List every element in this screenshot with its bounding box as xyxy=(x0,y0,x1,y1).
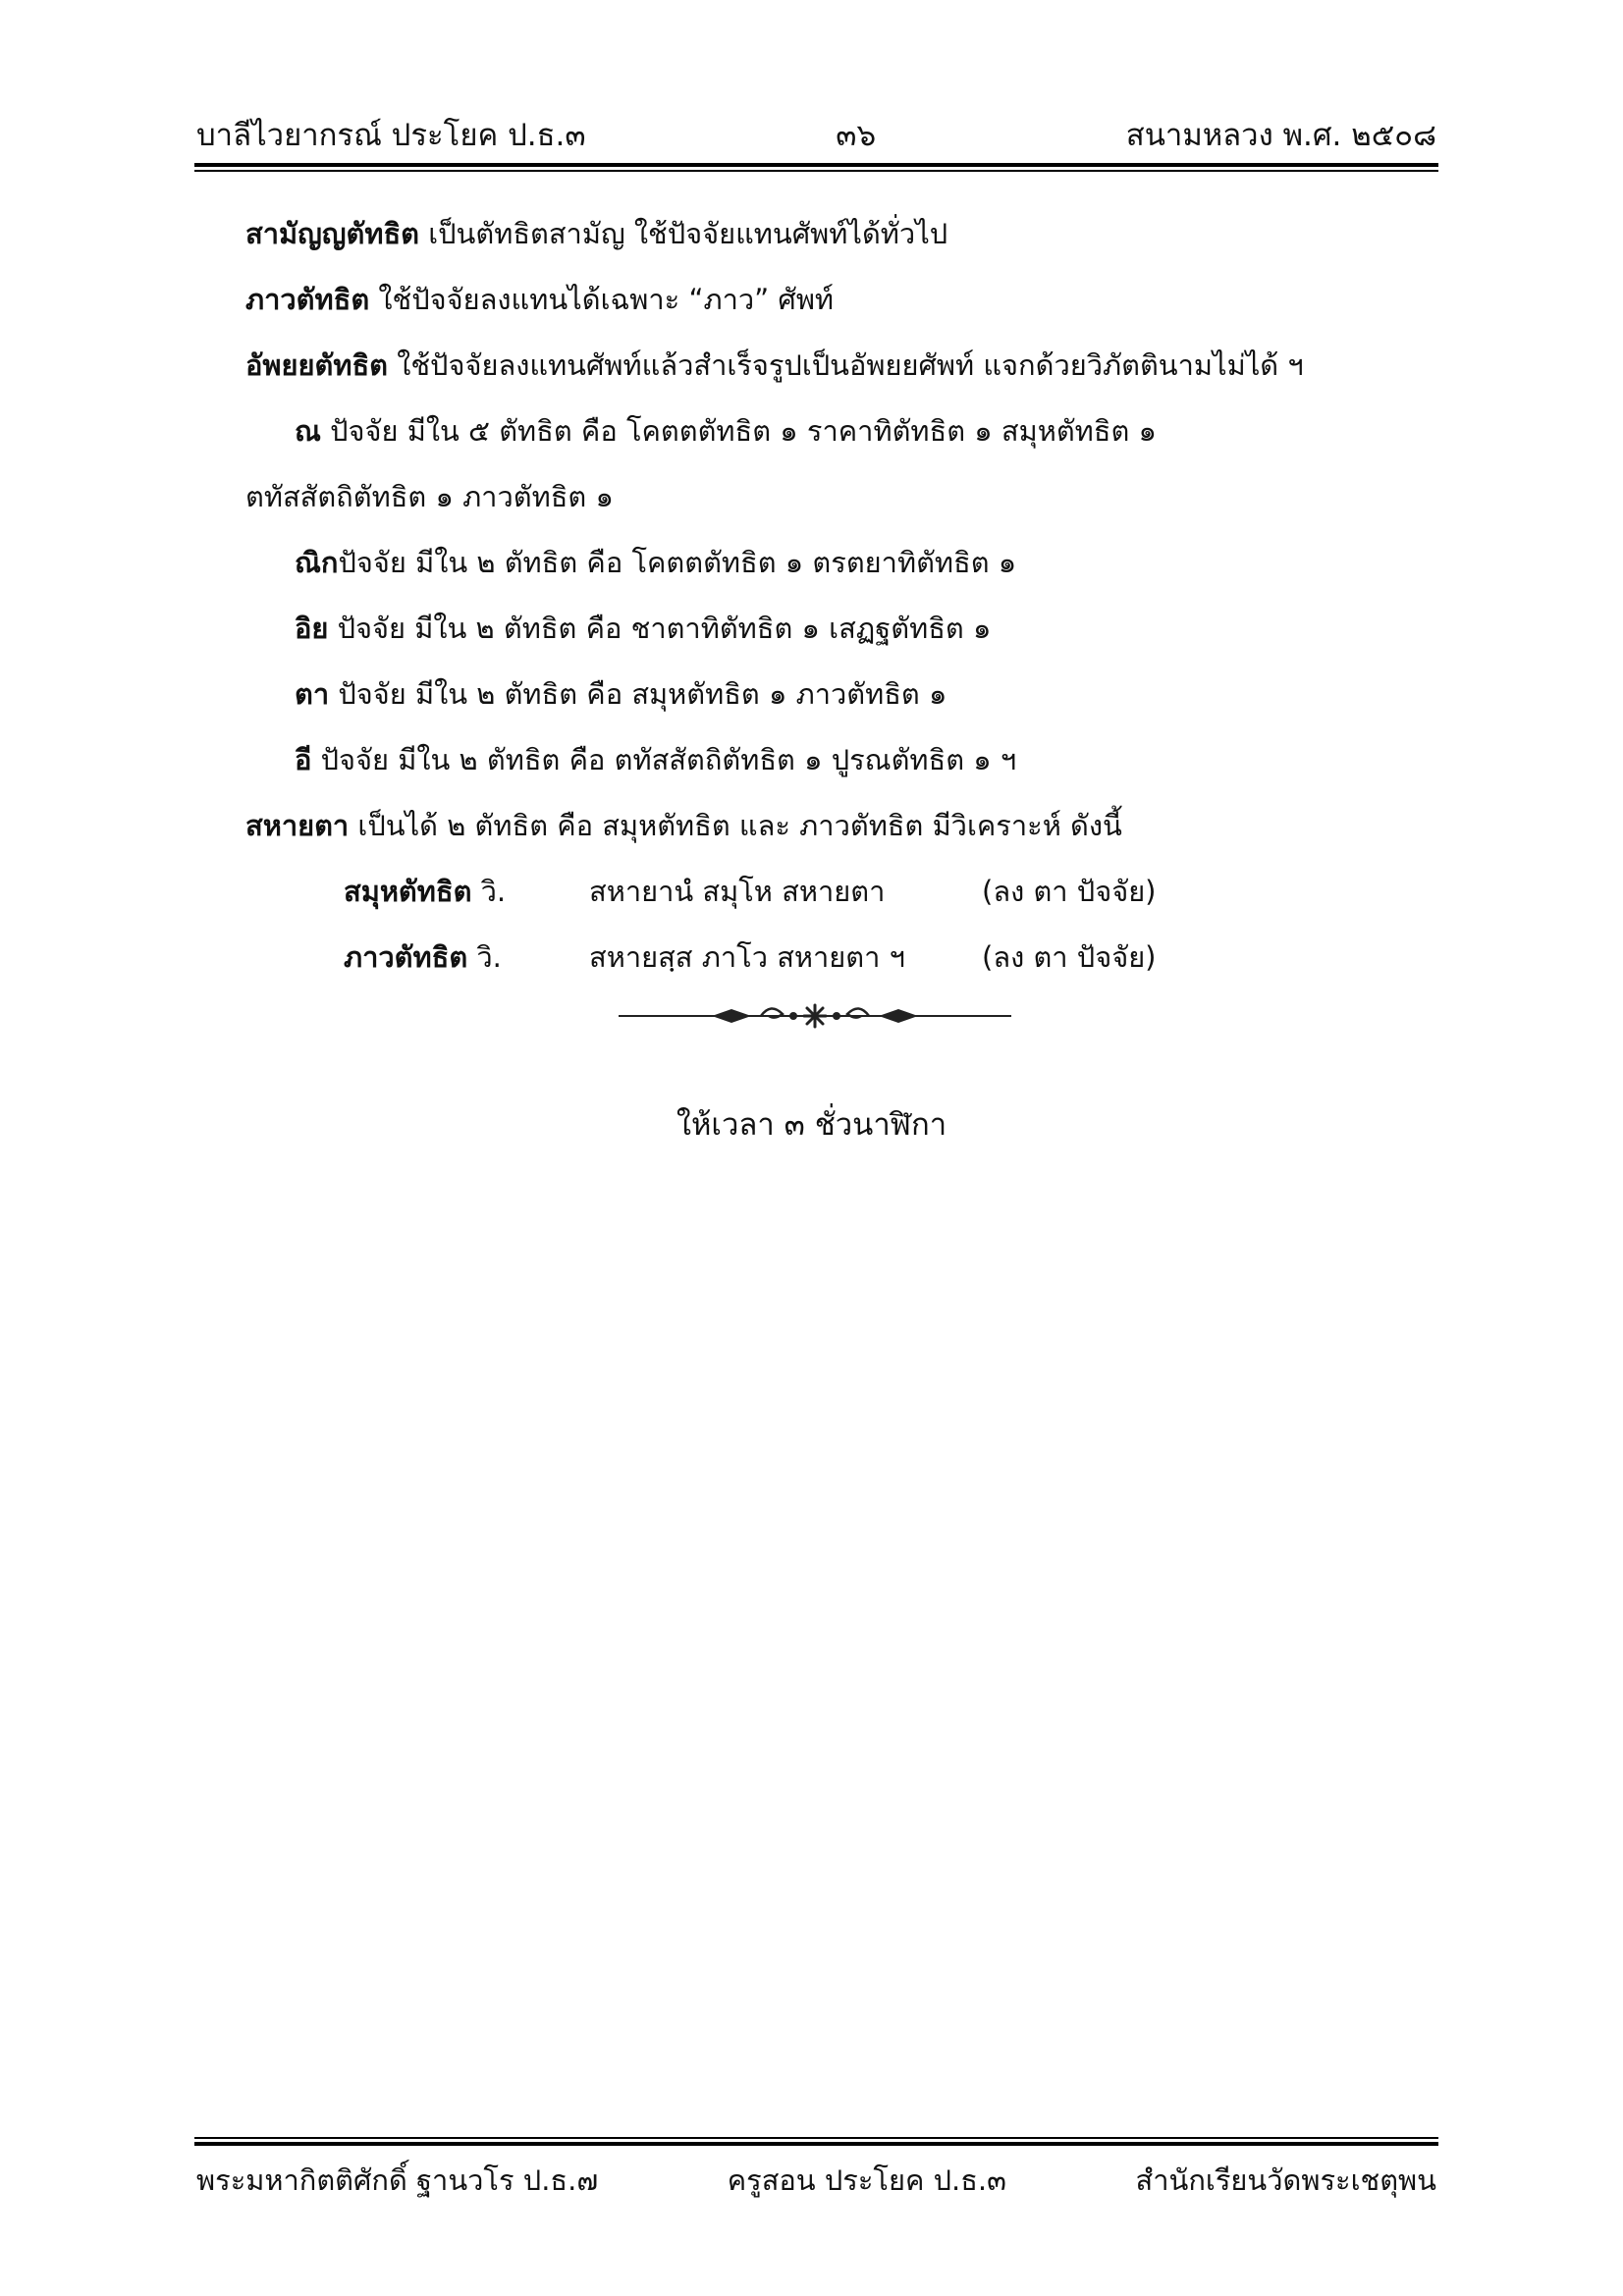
header-title: บาลีไวยากรณ์ ประโยค ป.ธ.๓ xyxy=(196,118,586,153)
definition: ใช้ปัจจัยลงแทนได้เฉพาะ “ภาว” ศัพท์ xyxy=(369,283,835,316)
footer-divider-thick xyxy=(194,2142,1438,2146)
page-number: ๓๖ xyxy=(836,118,877,153)
text-line xyxy=(245,530,1443,596)
text-line xyxy=(245,662,1443,727)
page-header xyxy=(196,110,1436,159)
definition: ปัจจัย มีใน ๒ ตัทธิต คือ โคตตตัทธิต ๑ ตรตยาทิตัทธิต ๑ xyxy=(338,546,1017,579)
example-note: (ลง ตา ปัจจัย) xyxy=(982,940,1157,974)
time-allowed: ให้เวลา ๓ ชั่วนาฬิกา xyxy=(676,1107,947,1143)
page-footer xyxy=(196,2156,1436,2205)
definition: ปัจจัย มีใน ๒ ตัทธิต คือ ตทัสสัตถิตัทธิต ๑ ปูรณตัทธิต ๑ ฯ xyxy=(311,743,1017,776)
example-term: สมุหตัทธิต xyxy=(344,875,472,908)
text-line xyxy=(245,793,1443,859)
example-line xyxy=(245,925,1443,990)
header-divider-thick xyxy=(194,163,1438,167)
definition: เป็นได้ ๒ ตัทธิต คือ สมุหตัทธิต และ ภาวตัทธิต มีวิเคราะห์ ดังนี้ xyxy=(349,809,1122,842)
text-line xyxy=(245,596,1443,662)
text-line xyxy=(245,464,1443,530)
example-vi: วิ. xyxy=(467,940,502,974)
text-line xyxy=(245,333,1443,399)
term: ณ xyxy=(295,414,321,448)
footer-institution: สำนักเรียนวัดพระเชตุพน xyxy=(1135,2163,1436,2197)
document-body xyxy=(245,201,1443,990)
term: อี xyxy=(295,743,312,776)
term: ตา xyxy=(295,677,330,711)
text-line xyxy=(245,201,1443,267)
example-phrase: สหายสฺส ภาโว สหายตา ฯ xyxy=(589,940,905,974)
header-exam-info: สนามหลวง พ.ศ. ๒๕๐๘ xyxy=(1125,118,1436,153)
term: ภาวตัทธิต xyxy=(245,283,370,316)
header-divider-thin xyxy=(194,170,1438,172)
term: ณิก xyxy=(295,546,339,579)
definition: ปัจจัย มีใน ๒ ตัทธิต คือ สมุหตัทธิต ๑ ภาวตัทธิต ๑ xyxy=(329,677,947,711)
example-term: ภาวตัทธิต xyxy=(344,940,468,974)
term: สหายตา xyxy=(245,809,350,842)
term: อัพยยตัทธิต xyxy=(245,348,388,382)
definition: ปัจจัย มีใน ๒ ตัทธิต คือ ชาตาทิตัทธิต ๑ เสฏฐตัทธิต ๑ xyxy=(328,612,992,645)
text-line xyxy=(245,267,1443,333)
ornament-divider-icon xyxy=(619,1001,1011,1031)
footer-divider-thin xyxy=(194,2137,1438,2139)
example-line xyxy=(245,859,1443,925)
term: อิย xyxy=(295,612,329,645)
example-note: (ลง ตา ปัจจัย) xyxy=(982,875,1157,908)
definition: ปัจจัย มีใน ๕ ตัทธิต คือ โคตตตัทธิต ๑ ราคาทิตัทธิต ๑ สมุหตัทธิต ๑ xyxy=(320,414,1157,448)
footer-role: ครูสอน ประโยค ป.ธ.๓ xyxy=(727,2163,1006,2197)
text-line xyxy=(245,727,1443,793)
example-phrase: สหายานํ สมุโห สหายตา xyxy=(589,875,886,908)
definition: ตทัสสัตถิตัทธิต ๑ ภาวตัทธิต ๑ xyxy=(245,480,614,513)
example-vi: วิ. xyxy=(471,875,507,908)
footer-author: พระมหากิตติศักดิ์ ฐานวโร ป.ธ.๗ xyxy=(196,2163,599,2197)
definition: ใช้ปัจจัยลงแทนศัพท์แล้วสำเร็จรูปเป็นอัพยยศัพท์ แจกด้วยวิภัตตินามไม่ได้ ฯ xyxy=(388,348,1304,382)
definition: เป็นตัทธิตสามัญ ใช้ปัจจัยแทนศัพท์ได้ทั่วไป xyxy=(419,217,948,250)
term: สามัญญตัทธิต xyxy=(245,217,420,250)
text-line xyxy=(245,399,1443,464)
